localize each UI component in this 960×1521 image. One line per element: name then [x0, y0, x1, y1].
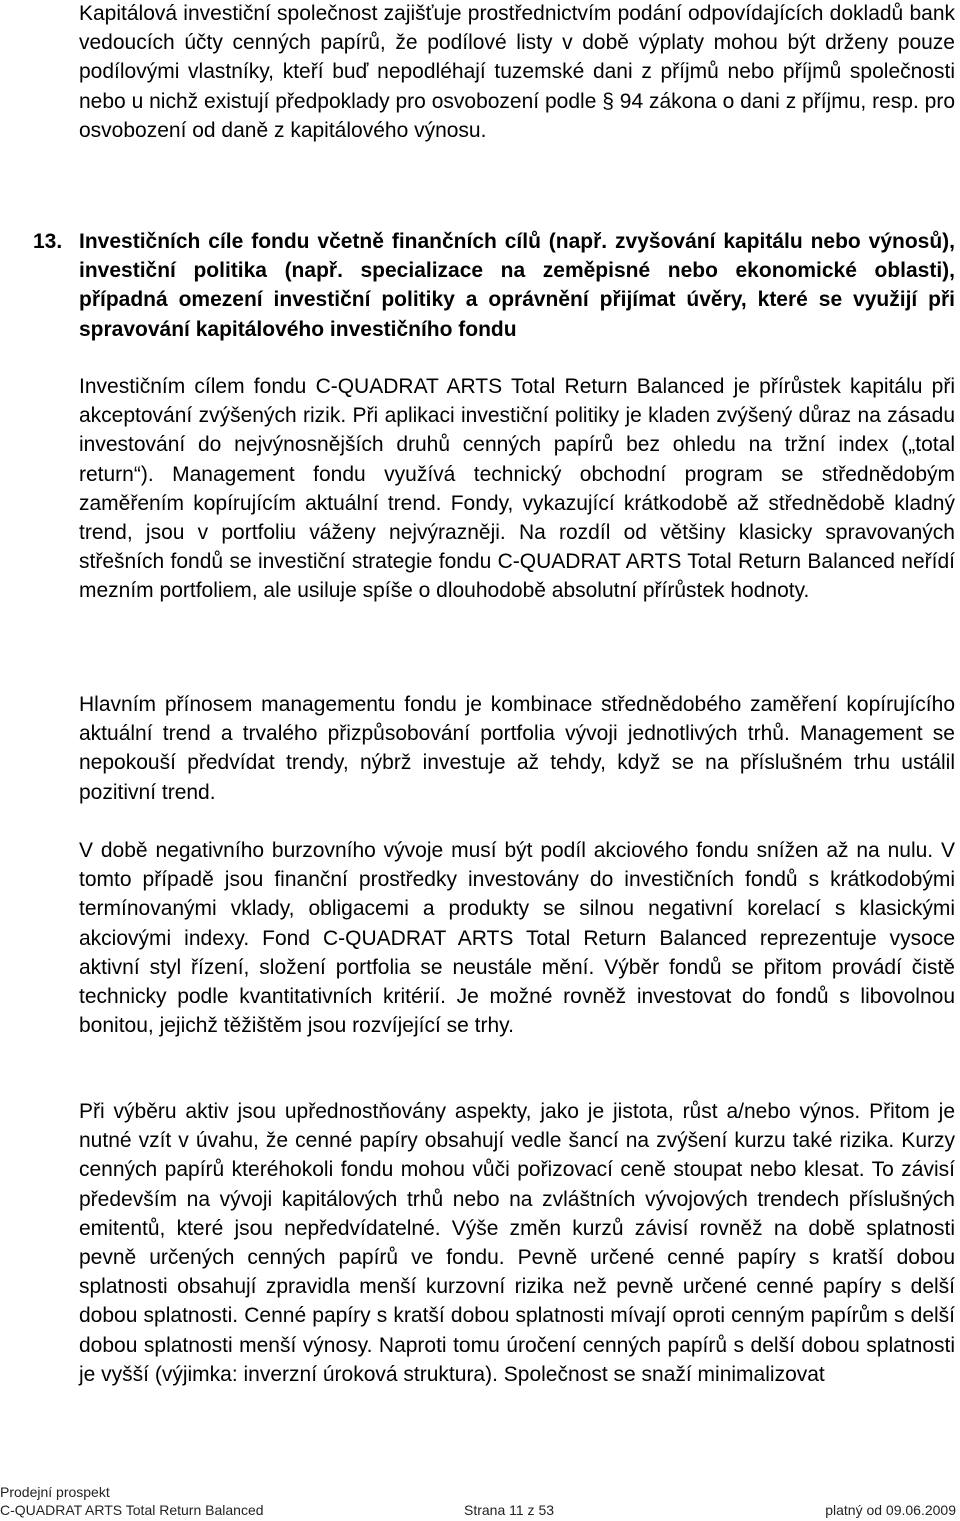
investment-goal-paragraph: Investičním cílem fondu C-QUADRAT ARTS Total Return Balanced je přírůstek kapitálu při akceptování zvýšených rizik. Při aplikaci investiční politiky je kladen zvýšený důraz na zásadu investování do nejvýnosnějších druhů cenných papírů bez ohledu na tržní index („total return“). Management fondu využívá technický obchodní program se střednědobým zaměřením kopírujícím aktuální trend. Fondy, vykazující krátkodobě až střednědobě kladný trend, jsou v portfoliu váženy nejvýrazněji. Na rozdíl od většiny klasicky spravovaných střešních fondů se investiční strategie fondu C-QUADRAT ARTS Total Return Balanced neřídí mezním portfoliem, ale usiluje spíše o dlouhodobě absolutní přírůstek hodnoty. — [79, 375, 955, 603]
section-title: Investičních cíle fondu včetně finančních cílů (např. zvyšování kapitálu nebo výnosů), investiční politika (např. specializace na zeměpisné nebo ekonomické oblasti), případná omezení investiční politiky a oprávnění přijímat úvěry, které se využijí při spravování kapitálového investičního fondu — [79, 230, 955, 341]
section-13-heading — [33, 227, 955, 344]
negative-market-paragraph: V době negativního burzovního vývoje musí být podíl akciového fondu snížen až na nulu. V tomto případě jsou finanční prostředky investovány do investičních fondů s krátkodobými termínovanými vklady, obligacemi a produkty se silnou negativní korelací s klasickými akciovými indexy. Fond C-QUADRAT ARTS Total Return Balanced reprezentuje vysoce aktivní styl řízení, složení portfolia se neustále mění. Výběr fondů se přitom provádí čistě technicky podle kvantitativních kritérií. Je možné rovněž investovat do fondů s libovolnou bonitou, jejichž těžištěm jsou rozvíjející se trhy. — [79, 839, 955, 1038]
management-benefit-paragraph: Hlavním přínosem managementu fondu je kombinace střednědobého zaměření kopírujícího aktuální trend a trvalého přizpůsobování portfolia vývoji jednotlivých trhů. Management se nepokouší předvídat trendy, nýbrž investuje až tehdy, když se na příslušném trhu ustálil pozitivní trend. — [79, 693, 955, 804]
intro-paragraph: Kapitálová investiční společnost zajišťuje prostřednictvím podání odpovídajících dokladů bank vedoucích účty cenných papírů, že podílové listy v době výplaty mohou být drženy pouze podílovými vlastníky, kteří buď nepodléhají tuzemské dani z příjmů nebo příjmů společnosti nebo u nichž existují předpoklady pro osvobození podle § 94 zákona o dani z příjmu, resp. pro osvobození od daně z kapitálového výnosu. — [79, 2, 955, 142]
footer-doc-type: Prodejní prospekt — [0, 1484, 110, 1500]
footer-info-row — [0, 1502, 960, 1520]
footer-fund-name: C-QUADRAT ARTS Total Return Balanced — [0, 1502, 264, 1518]
asset-selection-paragraph: Při výběru aktiv jsou upřednostňovány aspekty, jako je jistota, růst a/nebo výnos. Přitom je nutné vzít v úvahu, že cenné papíry obsahují vedle šancí na zvýšení kurzu také rizika. Kurzy cenných papírů kteréhokoli fondu mohou vůči pořizovací ceně stoupat nebo klesat. To závisí především na vývoji kapitálových trhů nebo na zvláštních vývojových trendech příslušných emitentů, které jsou nepředvídatelné. Výše změn kurzů závisí rovněž na době splatnosti pevně určených cenných papírů ve fondu. Pevně určené cenné papíry s kratší dobou splatnosti obsahují zpravidla menší kurzovní rizika než pevně určené cenné papíry s delší dobou splatnosti. Cenné papíry s kratší dobou splatnosti mívají oproti cenným papírům s delší dobou splatnosti menší výnosy. Naproti tomu úročení cenných papírů s delší dobou splatnosti je vyšší (výjimka: inverzní úroková struktura). Společnost se snaží minimalizovat — [79, 1100, 955, 1386]
footer-valid-from: platný od 09.06.2009 — [825, 1502, 956, 1518]
section-number: 13. — [33, 230, 63, 253]
footer-page-number: Strana 11 z 53 — [464, 1502, 555, 1518]
